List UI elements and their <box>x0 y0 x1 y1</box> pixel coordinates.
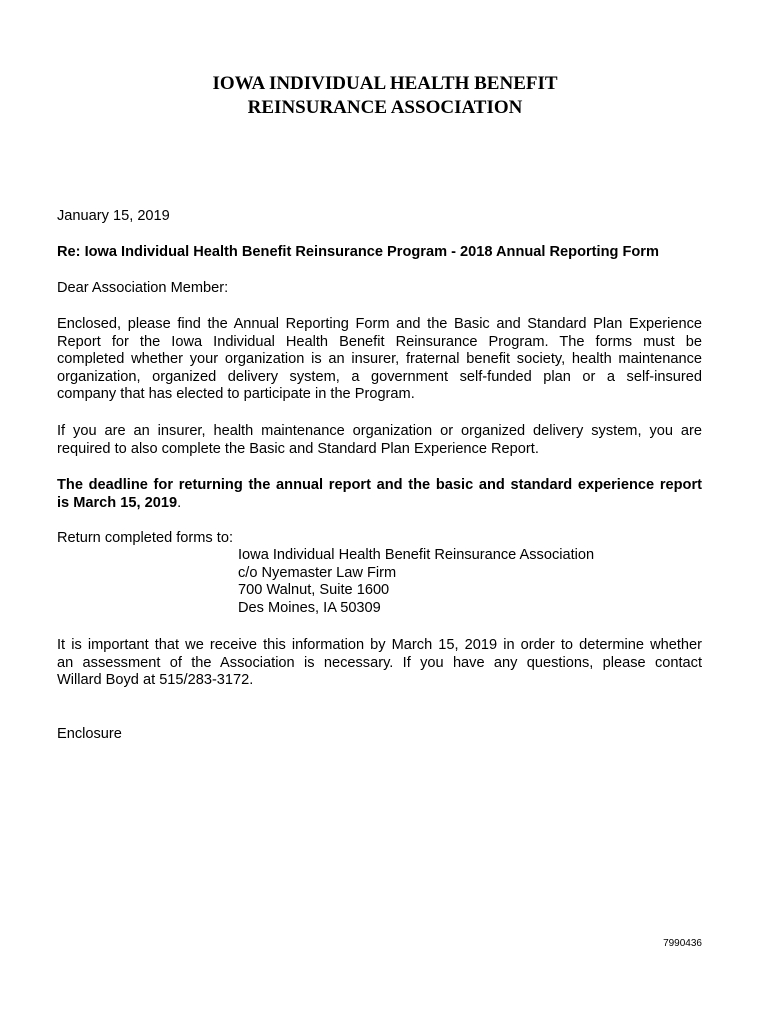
paragraph-line: completed whether your organization is an insurer, fraternal benefit society, health maintenance <box>57 351 702 367</box>
paragraph-line: Report for the Iowa Individual Health Benefit Reinsurance Program. The forms must be <box>57 333 702 350</box>
return-address <box>238 547 658 617</box>
deadline-period: . <box>177 494 182 511</box>
paragraph-line: company that has elected to participate in the Program. <box>57 386 415 402</box>
paragraph-line: If you are an insurer, health maintenance organization or organized delivery system, you are <box>57 423 702 439</box>
paragraph-line: Willard Boyd at 515/283-3172. <box>57 672 254 688</box>
address-line: Iowa Individual Health Benefit Reinsurance Association <box>238 547 595 563</box>
paragraph-enclosed-forms <box>57 316 702 404</box>
deadline-line-last <box>57 495 702 513</box>
address-line: Des Moines, IA 50309 <box>238 599 381 616</box>
address-line: c/o Nyemaster Law Firm <box>238 564 397 581</box>
letter-salutation: Dear Association Member: <box>57 280 229 296</box>
document-number: 7990436 <box>663 938 702 949</box>
paragraph-line: an assessment of the Association is necessary. If you have any questions, please contact <box>57 654 702 671</box>
letter-subject: Re: Iowa Individual Health Benefit Reinsurance Program - 2018 Annual Reporting Form <box>57 244 659 260</box>
paragraph-line: It is important that we receive this information by March 15, 2019 in order to determine whether <box>57 637 702 653</box>
letterhead-title <box>0 72 770 120</box>
paragraph-deadline <box>57 477 702 512</box>
deadline-line: The deadline for returning the annual report and the basic and standard experience report <box>57 477 702 493</box>
letter-date: January 15, 2019 <box>57 208 170 224</box>
deadline-date: is March 15, 2019 <box>57 494 178 511</box>
letterhead-title-line-2: REINSURANCE ASSOCIATION <box>247 97 523 118</box>
paragraph-line: organization, organized delivery system, a government self-funded plan or a self-insured <box>57 368 702 385</box>
enclosure-note: Enclosure <box>57 726 122 742</box>
paragraph-line: Enclosed, please find the Annual Reporting Form and the Basic and Standard Plan Experience <box>57 316 702 332</box>
paragraph-insurer-requirement <box>57 423 702 458</box>
paragraph-line: required to also complete the Basic and Standard Plan Experience Report. <box>57 440 539 457</box>
address-line: 700 Walnut, Suite 1600 <box>238 582 390 598</box>
return-label: Return completed forms to: <box>57 530 234 546</box>
letterhead-title-line-1: IOWA INDIVIDUAL HEALTH BENEFIT <box>212 73 558 94</box>
paragraph-contact <box>57 637 702 690</box>
